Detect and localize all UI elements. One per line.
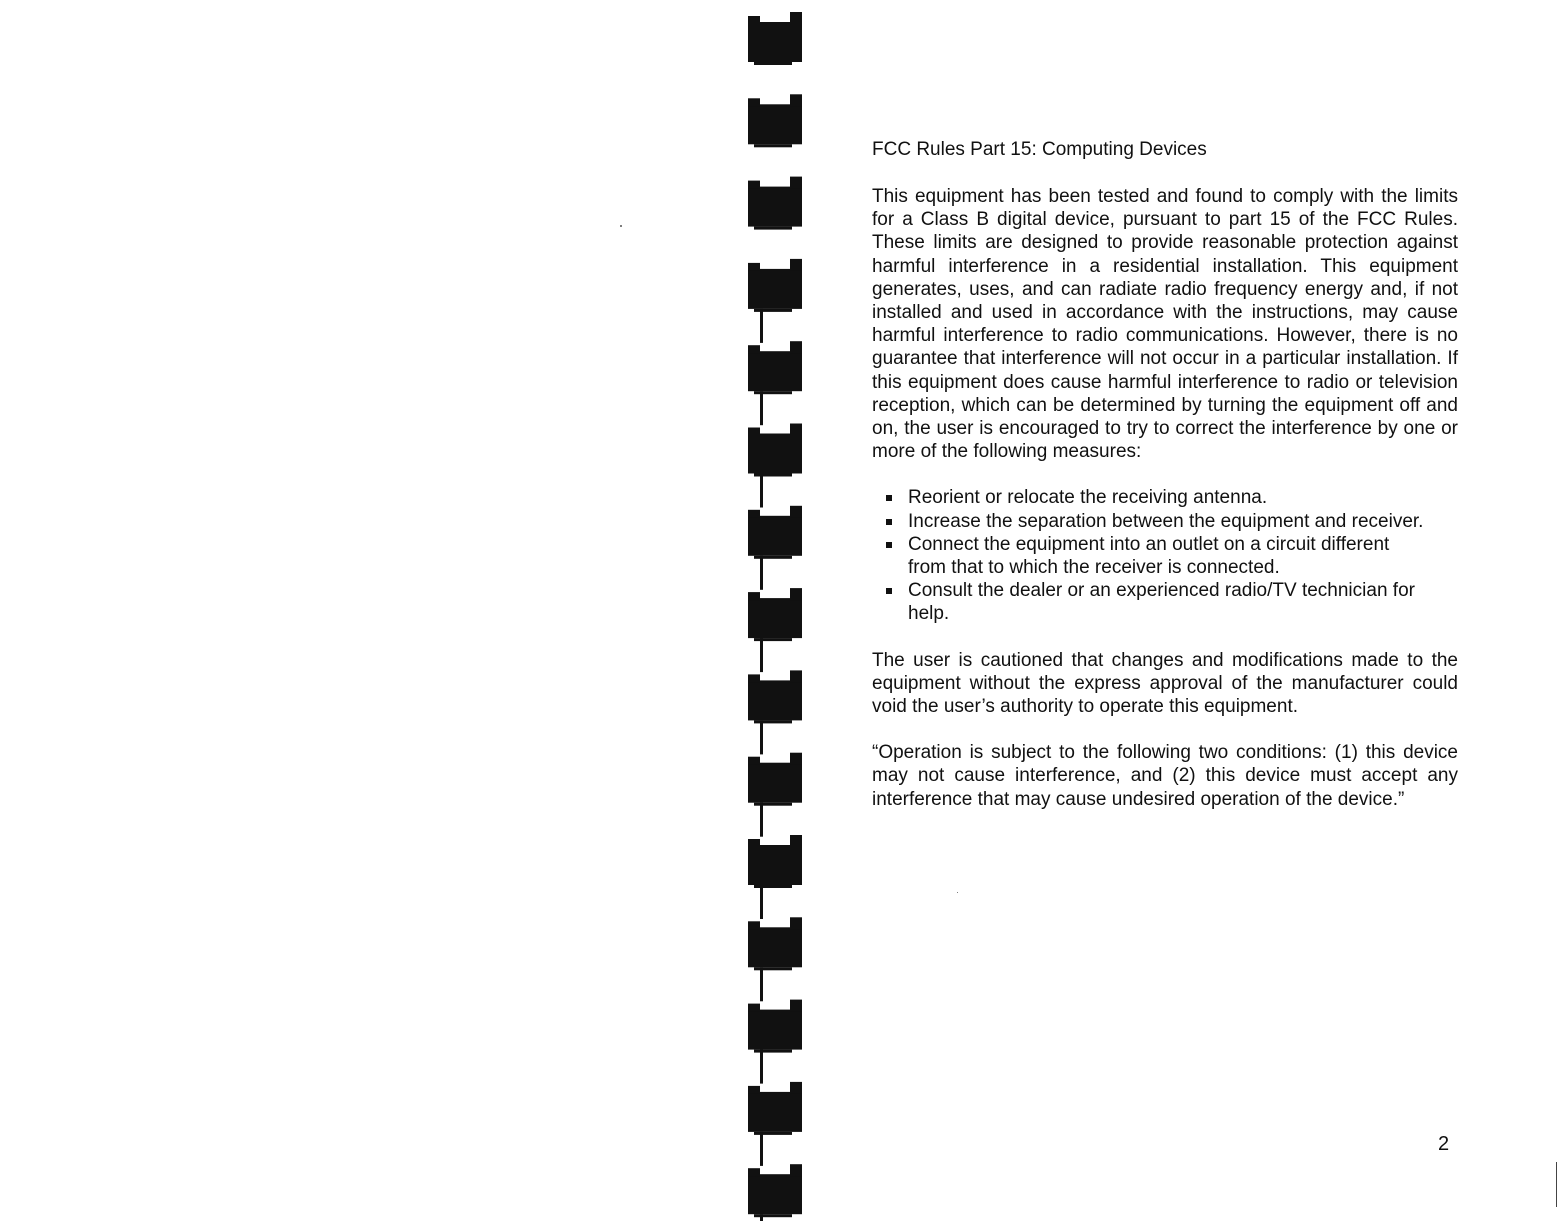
binding-ring	[748, 1082, 802, 1166]
binding-ring	[748, 177, 802, 230]
square-bullet-icon	[886, 588, 892, 594]
ring-block	[748, 763, 802, 803]
ring-tab-left	[748, 98, 760, 106]
ring-tab-left	[748, 1168, 760, 1176]
ring-stem	[760, 967, 763, 1001]
ring-block	[748, 434, 802, 474]
caution-paragraph: The user is cautioned that changes and modifications made to the equipment without the express approval of the manufacturer could void the user’s authority to operate this equipment.	[872, 649, 1458, 718]
ring-stem	[760, 474, 763, 508]
list-item	[908, 533, 1428, 579]
ring-block	[748, 22, 802, 62]
ring-tab-right	[790, 12, 802, 24]
ring-block	[748, 845, 802, 885]
ring-block	[748, 104, 802, 144]
spacer	[872, 626, 1458, 649]
scan-speck	[957, 892, 958, 893]
ring-tab-right	[790, 94, 802, 106]
ring-tab-left	[748, 839, 760, 847]
ring-stem	[760, 1214, 763, 1221]
ring-block	[748, 598, 802, 638]
ring-lip	[754, 62, 792, 65]
ring-lip	[754, 803, 792, 806]
ring-tab-left	[748, 921, 760, 929]
binding-ring	[748, 424, 802, 508]
ring-lip	[754, 885, 792, 888]
ring-tab-left	[748, 1004, 760, 1012]
ring-stem	[760, 556, 763, 590]
ring-tab-right	[790, 753, 802, 765]
ring-tab-left	[748, 757, 760, 765]
ring-block	[748, 1010, 802, 1050]
binding-ring	[748, 670, 802, 754]
ring-stem	[760, 720, 763, 754]
ring-tab-right	[790, 1082, 802, 1094]
compliance-paragraph: This equipment has been tested and found to comply with the limits for a Class B digital device, pursuant to part 15 of the FCC Rules. These limits are designed to provide reasonable protection against harmful interference in a residential installation. This equipment generates, uses, and can radiate radio frequency energy and, if not installed and used in accordance with the instructions, may cause harmful interference to radio communications. However, there is no guarantee that interference will not occur in a particular installation. If this equipment does cause harmful interference to radio or television reception, which can be determined by turning the equipment off and on, the user is encouraged to try to correct the interference by one or more of the following measures:	[872, 186, 1458, 463]
binding-ring	[748, 753, 802, 837]
ring-stem	[760, 638, 763, 672]
ring-tab-left	[748, 181, 760, 189]
ring-lip	[754, 1132, 792, 1135]
measure-text: Consult the dealer or an experienced radio/TV technician for help.	[908, 580, 1415, 625]
conditions-paragraph: “Operation is subject to the following two conditions: (1) this device may not cause interference, and (2) this device must accept any interference that may cause undesired operation of the device.”	[872, 742, 1458, 810]
ring-stem	[760, 309, 763, 343]
binding-ring	[748, 259, 802, 343]
ring-lip	[754, 638, 792, 641]
ring-tab-right	[790, 588, 802, 600]
ring-lip	[754, 556, 792, 559]
ring-tab-left	[748, 510, 760, 518]
ring-lip	[754, 1050, 792, 1053]
binding-ring	[748, 12, 802, 65]
page-edge-line	[1556, 1162, 1557, 1207]
ring-lip	[754, 967, 792, 970]
binding-rings	[728, 0, 808, 1221]
measure-text: Connect the equipment into an outlet on a circuit different from that to which the receiver is connected.	[908, 533, 1390, 579]
ring-lip	[754, 474, 792, 477]
list-item	[908, 486, 1428, 509]
ring-lip	[754, 227, 792, 230]
ring-tab-left	[748, 1086, 760, 1094]
binding-ring	[748, 835, 802, 919]
list-item	[908, 579, 1428, 625]
ring-tab-right	[790, 341, 802, 353]
ring-tab-right	[790, 424, 802, 436]
measure-text: Reorient or relocate the receiving antenna.	[908, 487, 1268, 509]
page-number: 2	[1438, 1133, 1450, 1155]
binding-ring	[748, 506, 802, 590]
list-item	[908, 510, 1428, 533]
ring-tab-right	[790, 259, 802, 271]
ring-stem	[760, 391, 763, 425]
ring-stem	[760, 1050, 763, 1084]
ring-tab-left	[748, 345, 760, 353]
ring-tab-left	[748, 263, 760, 271]
fcc-notice	[872, 138, 1458, 811]
binding-ring	[748, 1000, 802, 1084]
binding-ring	[748, 1164, 802, 1221]
ring-tab-right	[790, 835, 802, 847]
square-bullet-icon	[886, 519, 892, 525]
ring-tab-right	[790, 1000, 802, 1012]
ring-lip	[754, 1214, 792, 1217]
square-bullet-icon	[886, 542, 892, 548]
binding-ring	[748, 588, 802, 672]
ring-stem	[760, 1132, 763, 1166]
ring-tab-right	[790, 670, 802, 682]
ring-tab-left	[748, 16, 760, 24]
ring-lip	[754, 720, 792, 723]
ring-tab-right	[790, 506, 802, 518]
section-heading: FCC Rules Part 15: Computing Devices	[872, 139, 1207, 160]
ring-block	[748, 351, 802, 391]
spacer	[872, 463, 1458, 486]
spacer	[872, 718, 1458, 741]
ring-block	[748, 269, 802, 309]
ring-stem	[760, 803, 763, 837]
binding-ring	[748, 917, 802, 1001]
ring-tab-right	[790, 1164, 802, 1176]
ring-lip	[754, 144, 792, 147]
ring-lip	[754, 309, 792, 312]
ring-tab-left	[748, 592, 760, 600]
ring-tab-right	[790, 177, 802, 189]
binding-ring	[748, 94, 802, 147]
measures-list	[872, 486, 1428, 625]
ring-stem	[760, 885, 763, 919]
ring-tab-left	[748, 674, 760, 682]
binding-ring	[748, 341, 802, 425]
ring-lip	[754, 391, 792, 394]
ring-block	[748, 516, 802, 556]
ring-tab-left	[748, 428, 760, 436]
measure-text: Increase the separation between the equipment and receiver.	[908, 510, 1424, 532]
ring-block	[748, 1092, 802, 1132]
scan-speck	[620, 225, 622, 227]
ring-block	[748, 680, 802, 720]
ring-tab-right	[790, 917, 802, 929]
square-bullet-icon	[886, 495, 892, 501]
ring-block	[748, 187, 802, 227]
ring-block	[748, 1174, 802, 1214]
spiral-binding	[728, 0, 808, 1221]
ring-block	[748, 927, 802, 967]
